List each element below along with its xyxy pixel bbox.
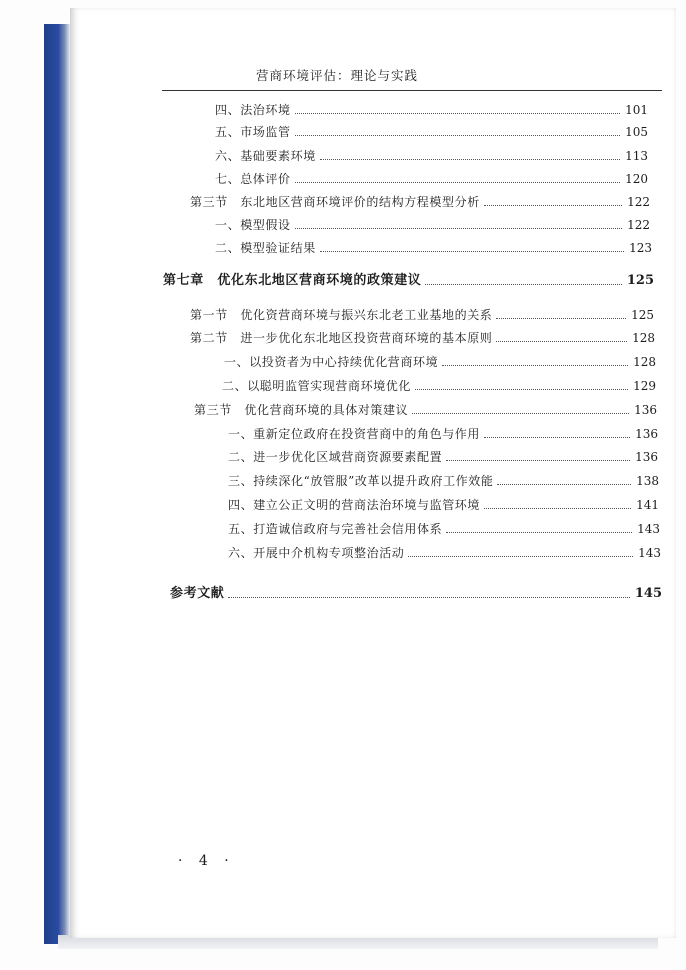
toc-chapter-entry[interactable]	[163, 271, 654, 291]
toc-page-number: 136	[635, 450, 658, 464]
toc-section-entry[interactable]	[190, 192, 650, 212]
book-spine-edge	[44, 24, 70, 944]
toc-page-number: 125	[631, 308, 654, 322]
dot-leader	[320, 159, 620, 160]
toc-page-number: 125	[626, 273, 654, 288]
toc-entry[interactable]	[228, 519, 660, 539]
toc-entry-label: 一、以投资者为中心持续优化营商环境	[224, 355, 439, 369]
toc-page-number: 128	[632, 331, 655, 345]
toc-page-number: 105	[625, 125, 648, 139]
dot-leader	[442, 365, 628, 366]
toc-entry-label: 六、基础要素环境	[215, 149, 316, 163]
toc-entry[interactable]	[215, 146, 648, 166]
toc-page-number: 145	[634, 586, 662, 601]
toc-section-entry[interactable]	[194, 400, 657, 420]
toc-page-number: 113	[625, 149, 648, 163]
dot-leader	[484, 508, 631, 509]
dot-leader	[484, 437, 630, 438]
toc-entry[interactable]	[215, 238, 652, 258]
toc-page-number: 143	[637, 522, 660, 536]
toc-entry[interactable]	[222, 376, 656, 396]
toc-entry[interactable]	[224, 352, 656, 372]
toc-entry-label: 四、建立公正文明的营商法治环境与监管环境	[228, 498, 481, 512]
toc-page-number: 122	[627, 218, 650, 232]
toc-entry-label: 二、进一步优化区域营商资源要素配置	[228, 450, 443, 464]
toc-entry-label: 七、总体评价	[215, 172, 291, 186]
dot-leader	[320, 251, 624, 252]
toc-entry[interactable]	[215, 100, 648, 120]
toc-entry-label: 二、模型验证结果	[215, 241, 316, 255]
toc-entry[interactable]	[215, 169, 648, 189]
toc-entry-label: 三、持续深化“放管服”改革以提升政府工作效能	[228, 474, 494, 488]
toc-entry-label: 第一节 优化资营商环境与振兴东北老工业基地的关系	[190, 308, 493, 322]
dot-leader	[295, 182, 620, 183]
toc-entry[interactable]	[228, 543, 661, 563]
toc-entry-label: 第三节 优化营商环境的具体对策建议	[194, 403, 409, 417]
dot-leader	[496, 318, 626, 319]
toc-entry[interactable]	[228, 447, 658, 467]
toc-entry[interactable]	[228, 495, 659, 515]
toc-entry-label: 一、模型假设	[215, 218, 291, 232]
toc-entry-label: 参考文献	[170, 586, 225, 601]
toc-page-number: 129	[633, 379, 656, 393]
toc-references-entry[interactable]	[170, 584, 662, 604]
toc-entry-label: 二、以聪明监管实现营商环境优化	[222, 379, 412, 393]
dot-leader	[295, 135, 620, 136]
toc-entry[interactable]	[215, 122, 648, 142]
toc-page-number: 136	[634, 403, 657, 417]
toc-entry-label: 第七章 优化东北地区营商环境的政策建议	[163, 273, 422, 288]
dot-leader	[496, 341, 627, 342]
toc-page-number: 141	[636, 498, 659, 512]
dot-leader	[484, 205, 622, 206]
page-folio: · 4 ·	[178, 853, 235, 869]
dot-leader	[295, 228, 622, 229]
toc-page-number: 138	[636, 474, 659, 488]
dot-leader	[295, 113, 620, 114]
toc-page-number: 123	[629, 241, 652, 255]
toc-page-number: 136	[635, 427, 658, 441]
toc-entry[interactable]	[228, 471, 659, 491]
header-rule	[162, 90, 662, 91]
toc-page-number: 128	[633, 355, 656, 369]
dot-leader	[497, 484, 631, 485]
running-title: 营商环境评估：理论与实践	[256, 68, 419, 83]
toc-page-number: 143	[638, 546, 661, 560]
dot-leader	[415, 389, 628, 390]
dot-leader	[228, 597, 629, 598]
toc-entry[interactable]	[228, 424, 658, 444]
toc-entry-label: 四、法治环境	[215, 103, 291, 117]
toc-entry-label: 一、重新定位政府在投资营商中的角色与作用	[228, 427, 481, 441]
dot-leader	[408, 556, 633, 557]
dot-leader	[446, 532, 632, 533]
dot-leader	[446, 460, 630, 461]
toc-entry-label: 第三节 东北地区营商环境评价的结构方程模型分析	[190, 195, 480, 209]
dot-leader	[425, 284, 621, 285]
toc-page-number: 122	[627, 195, 650, 209]
toc-section-entry[interactable]	[190, 328, 655, 348]
toc-page-number: 101	[625, 103, 648, 117]
toc-entry-label: 六、开展中介机构专项整治活动	[228, 546, 405, 560]
toc-page-number: 120	[625, 172, 648, 186]
toc-entry-label: 五、打造诚信政府与完善社会信用体系	[228, 522, 443, 536]
dot-leader	[412, 413, 629, 414]
toc-entry-label: 第二节 进一步优化东北地区投资营商环境的基本原则	[190, 331, 493, 345]
toc-entry[interactable]	[215, 215, 650, 235]
toc-entry-label: 五、市场监管	[215, 125, 291, 139]
toc-section-entry[interactable]	[190, 305, 654, 325]
